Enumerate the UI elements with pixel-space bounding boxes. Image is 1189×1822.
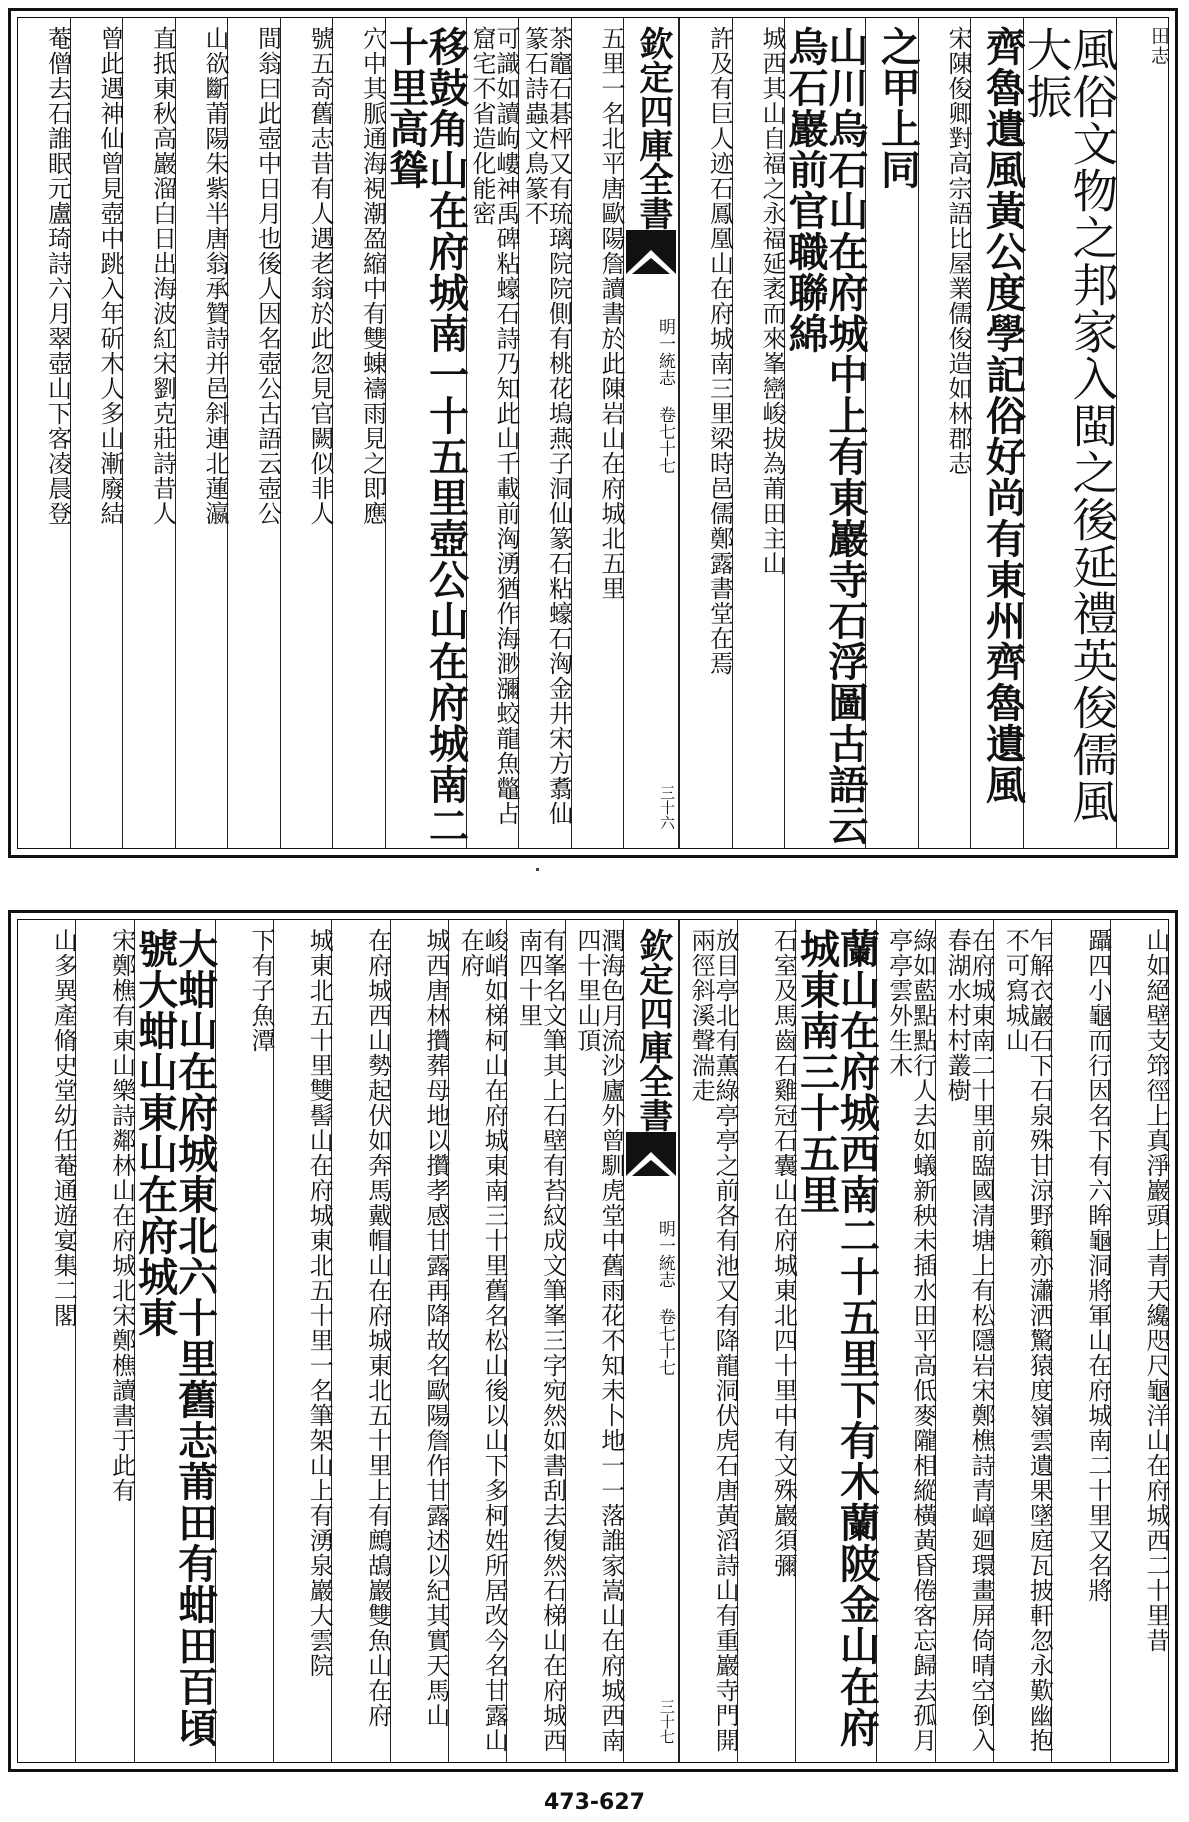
- text-column: 在府城東南二十里前臨國清塘上有松隱岩宋鄭樵詩青嶂廻環畫屏倚晴空倒入春湖水村村叢樹: [935, 920, 993, 1762]
- text-column: 許及有巨人迹石鳳凰山在府城南三里梁時邑儒鄭露書堂在焉: [679, 18, 732, 848]
- text-column: 石室及馬齒石雞冠石囊山在府城東北四十里中有文殊巖須彌: [737, 920, 795, 1762]
- book-title: 欽定四庫全書: [633, 26, 673, 230]
- text-column: 躡四小龜而行因名下有六眸龜洞將軍山在府城南二十里又名將: [1051, 920, 1109, 1762]
- text-column: 號五奇舊志昔有人遇老翁於此忽見官闕似非人: [280, 18, 333, 848]
- volume-label: 明一統志 卷七十七: [654, 1220, 675, 1376]
- text-column: 城東北五十里雙髻山在府城東北五十里一名筆架山上有湧泉巖大雲院: [273, 920, 331, 1762]
- text-column: 潤海色月流沙廬外曾馴虎堂中舊雨花不知未卜地一一落誰家嵩山在府城西南四十里山頂: [565, 920, 623, 1762]
- text-column: 綠如藍點點行人去如蟻新秧未插水田平高低麥隴相縱橫黃昏倦客忘歸去孤月亭亭雲外生木: [876, 920, 934, 1762]
- text-column: 山多異產脩史堂幼任菴通遊宴集二閣: [49, 928, 78, 1328]
- text-column: 放目亭北有薫綠亭亭之前各有池又有降龍洞伏虎石唐黃滔詩山有重巖寺門開兩徑斜溪聲湍走: [679, 920, 737, 1762]
- text-column: 菴僧去石誰眠元盧琦詩六月翠壺山下客凌晨登: [43, 26, 72, 526]
- top-columns: [18, 18, 1168, 848]
- text-column: 五里一名北平唐歐陽詹讀書於此陳岩山在府城北五里: [571, 18, 624, 848]
- text-column: 風俗文物之邦家入閩之後延禮英俊儒風大振: [1023, 18, 1116, 848]
- separator-dot: [536, 868, 539, 871]
- text-column: 宋陳俊卿對高宗語比屋業儒俊造如林郡志: [918, 18, 971, 848]
- text-column: 有峯名文筆其上石壁有苔紋成文筆峯三字宛然如書刮去復然石梯山在府城西南四十里: [506, 920, 564, 1762]
- text-column: 山欲斷莆陽朱紫半唐翁承贊詩并邑斜連北蓮瀛: [175, 18, 228, 848]
- page-code: 473-627: [544, 1790, 645, 1815]
- bottom-columns: [18, 920, 1168, 1762]
- volume-label: 明一統志 卷七十七: [655, 318, 675, 474]
- text-column: 田志: [1116, 18, 1169, 848]
- text-column: 乍解衣巖石下石泉殊甘涼野籟亦瀟洒驚猿度嶺雲遺果墜庭瓦披軒忽永歎幽抱不可寫城山: [993, 920, 1051, 1762]
- text-column: 下有子魚潭: [215, 920, 273, 1762]
- text-column: 茶竈石碁枰又有琉璃院院側有桃花塢燕子洞仙篆石粘蠔石洶金井宋方翥仙篆石詩蟲文鳥篆不: [518, 18, 571, 848]
- text-column: 齊魯遺風黃公度學記俗好尚有東州齊魯遺風: [970, 18, 1023, 848]
- leaf-number: 三十七: [657, 1699, 676, 1744]
- text-column: 之甲上同: [865, 18, 918, 848]
- bottom-page-frame: [17, 919, 1169, 1763]
- text-column: 曾此遇神仙曾見壺中跳入年斫木人多山漸廢結: [70, 18, 123, 848]
- fish-tail-mark-icon: [626, 230, 676, 274]
- text-column: 穴中其脈通海視潮盈縮中有雙蝀禱雨見之即應: [332, 18, 385, 848]
- text-column: 間翁曰此壺中日月也後人因名壺公古語云壺公: [227, 18, 280, 848]
- text-column: 在府城西山勢起伏如奔馬戴帽山在府城東北五十里上有鷓鴣巖雙魚山在府: [331, 920, 389, 1762]
- text-column: 宋鄭樵有東山樂詩鄰林山在府城北宋鄭樵讀書于此有: [75, 920, 133, 1762]
- text-column: 可識如讀岣嶁神禹碑粘蠔石詩乃知此山千載前洶湧猶作海渺瀰蛟龍魚鼈占窟宅不省造化能密: [466, 18, 519, 848]
- bottom-page: [8, 910, 1178, 1772]
- center-fold: [623, 18, 679, 848]
- text-column: 直抵東秋高巖溜白日出海波紅宋劉克莊詩昔人: [122, 18, 175, 848]
- top-page-frame: [17, 17, 1169, 849]
- fish-tail-mark-icon: [626, 1132, 676, 1176]
- text-column: 城西唐林攢葬母地以攢孝感甘露再降故名歐陽詹作甘露述以紀其實天馬山: [390, 920, 448, 1762]
- text-column: 山川烏石山在府城中上有東巖寺石浮圖古語云烏石巖前官職聯綿: [784, 18, 865, 848]
- leaf-number: 三十六: [658, 785, 676, 830]
- center-fold: [623, 920, 679, 1762]
- top-page: [8, 8, 1178, 858]
- text-column: 大蚶山在府城東北六十里舊志莆田有蚶田百頃號大蚶山東山在府城東: [134, 920, 215, 1762]
- book-title: 欽定四庫全書: [632, 928, 673, 1132]
- text-column: 峻峭如梯柯山在府城東南三十里舊名松山後以山下多柯姓所居改今名甘露山在府: [448, 920, 506, 1762]
- text-column: 城西其山自福之永福延袤而來峯巒峻拔為莆田主山: [732, 18, 785, 848]
- text-column: 蘭山在府城西南二十五里下有木蘭陂金山在府城東南三十五里: [795, 920, 876, 1762]
- text-column: 山如絕壁支筇徑上真淨巖頭上青天纔咫尺龜洋山在府城西二十里昔: [1110, 920, 1168, 1762]
- text-column: 移鼓角山在府城南一十五里壺公山在府城南二十里高聳: [385, 18, 466, 848]
